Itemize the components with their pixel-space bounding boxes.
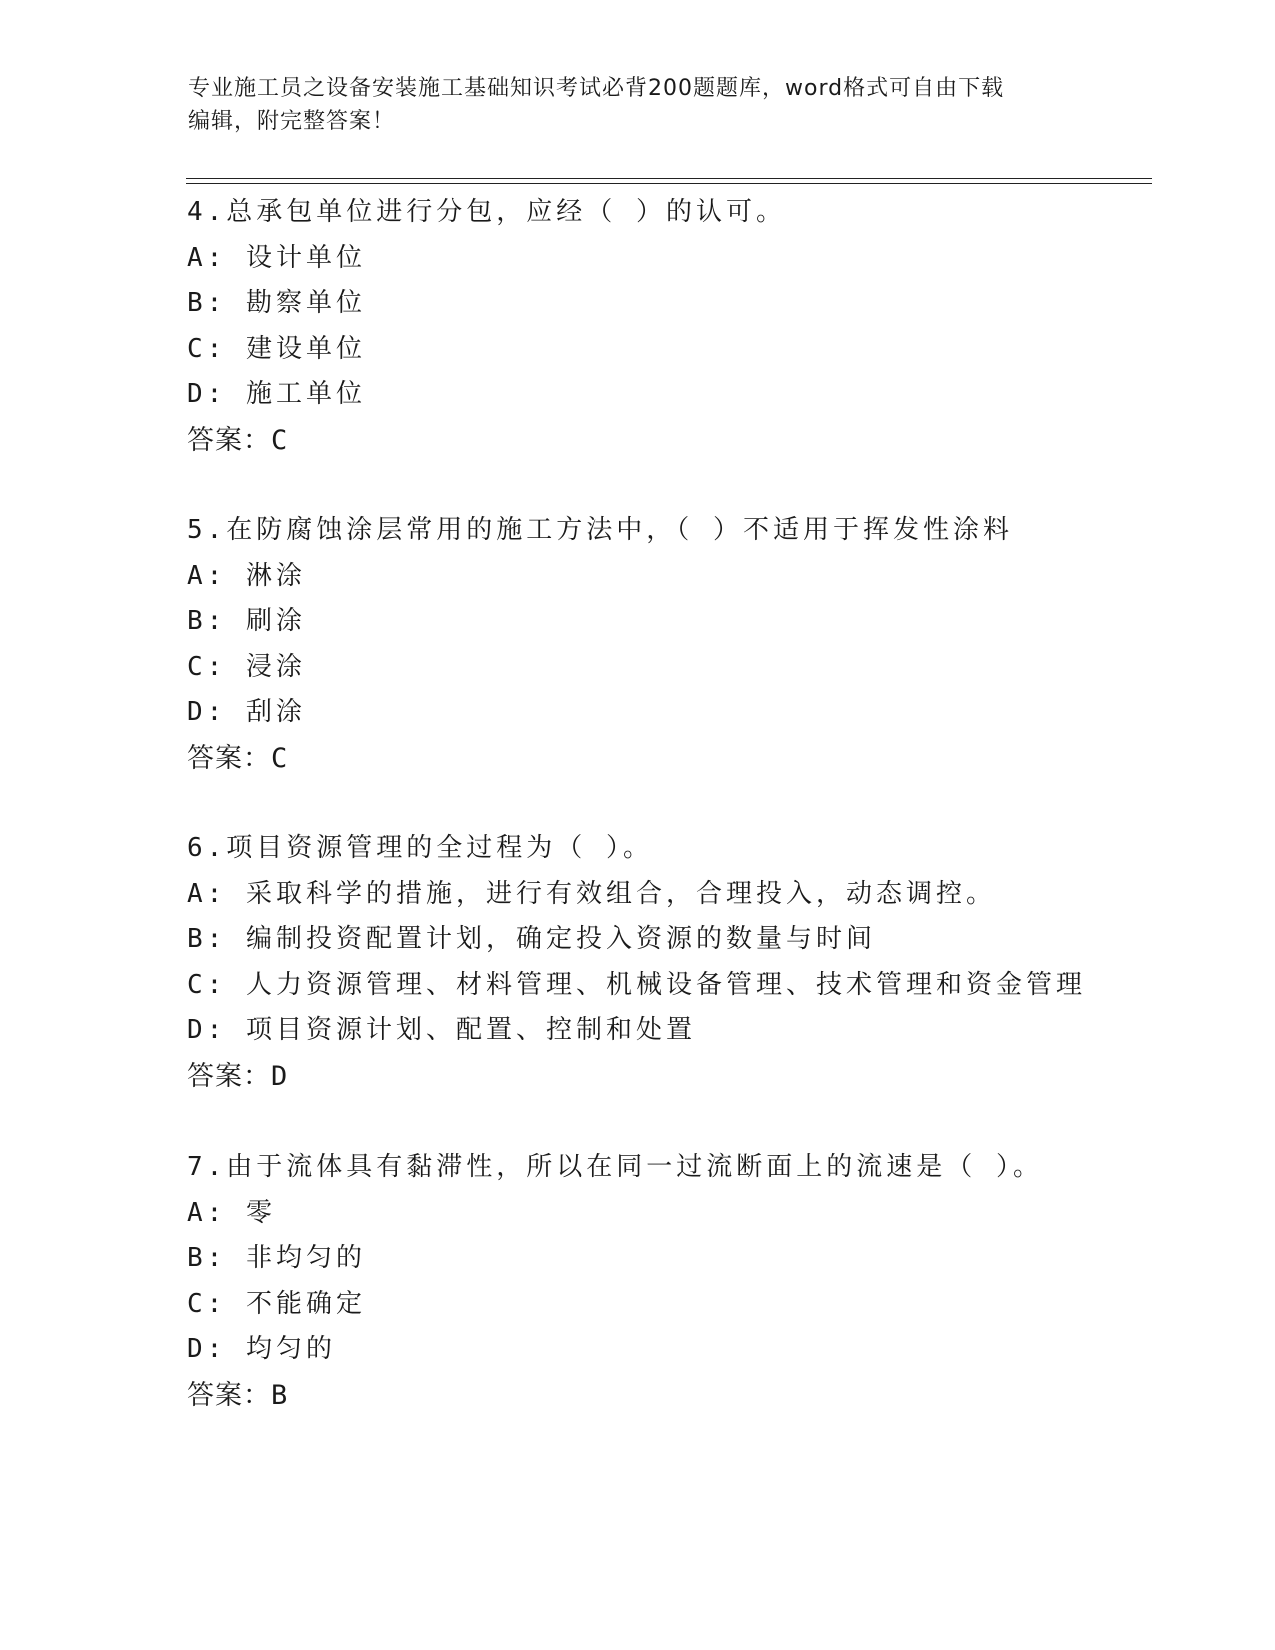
question-stem: 6.项目资源管理的全过程为（ ）。 <box>187 833 653 863</box>
option-a: A: 淋涂 <box>187 560 306 591</box>
option-c: C: 建设单位 <box>187 333 366 364</box>
question-7 <box>187 1145 1167 1418</box>
question-stem: 7.由于流体具有黏滞性，所以在同一过流断面上的流速是（ ）。 <box>187 1152 1043 1182</box>
answer-line <box>187 418 1167 464</box>
question-stem: 4.总承包单位进行分包，应经（ ）的认可。 <box>187 197 786 227</box>
option-d: D: 均匀的 <box>187 1334 336 1364</box>
answer-label: 答案： <box>187 1060 271 1092</box>
option-b: B: 非均匀的 <box>187 1243 366 1273</box>
answer-value: D <box>271 1060 289 1092</box>
option-d: D: 刮涂 <box>187 697 306 727</box>
answer-label: 答案： <box>187 1379 271 1411</box>
question-stem: 5.在防腐蚀涂层常用的施工方法中，（ ）不适用于挥发性涂料 <box>187 515 1013 545</box>
option-a: A: 设计单位 <box>187 242 366 273</box>
answer-label: 答案： <box>187 742 271 774</box>
answer-line <box>187 1054 1167 1100</box>
answer-value: B <box>271 1379 289 1411</box>
question-6 <box>187 826 1167 1099</box>
answer-value: C <box>271 424 289 456</box>
option-c: C: 浸涂 <box>187 651 306 682</box>
header-title-line-1: 专业施工员之设备安装施工基础知识考试必背200题题库，word格式可自由下载 <box>188 76 1005 101</box>
header-divider-top <box>186 178 1152 179</box>
option-b: B: 刷涂 <box>187 606 306 636</box>
question-4 <box>187 190 1167 463</box>
option-a: A: 采取科学的措施，进行有效组合，合理投入，动态调控。 <box>187 878 996 909</box>
question-5 <box>187 508 1167 781</box>
option-d: D: 项目资源计划、配置、控制和处置 <box>187 1015 696 1045</box>
answer-line <box>187 1373 1167 1419</box>
option-a: A: 零 <box>187 1197 276 1228</box>
header-divider-bottom <box>186 183 1152 184</box>
answer-label: 答案： <box>187 424 271 456</box>
option-d: D: 施工单位 <box>187 379 366 409</box>
option-c: C: 不能确定 <box>187 1288 366 1319</box>
option-b: B: 勘察单位 <box>187 288 366 318</box>
option-b: B: 编制投资配置计划，确定投入资源的数量与时间 <box>187 924 876 954</box>
option-c: C: 人力资源管理、材料管理、机械设备管理、技术管理和资金管理 <box>187 969 1086 1000</box>
document-header <box>188 72 1088 138</box>
header-title-line-2: 编辑，附完整答案！ <box>188 109 396 134</box>
answer-value: C <box>271 742 289 774</box>
answer-line <box>187 736 1167 782</box>
